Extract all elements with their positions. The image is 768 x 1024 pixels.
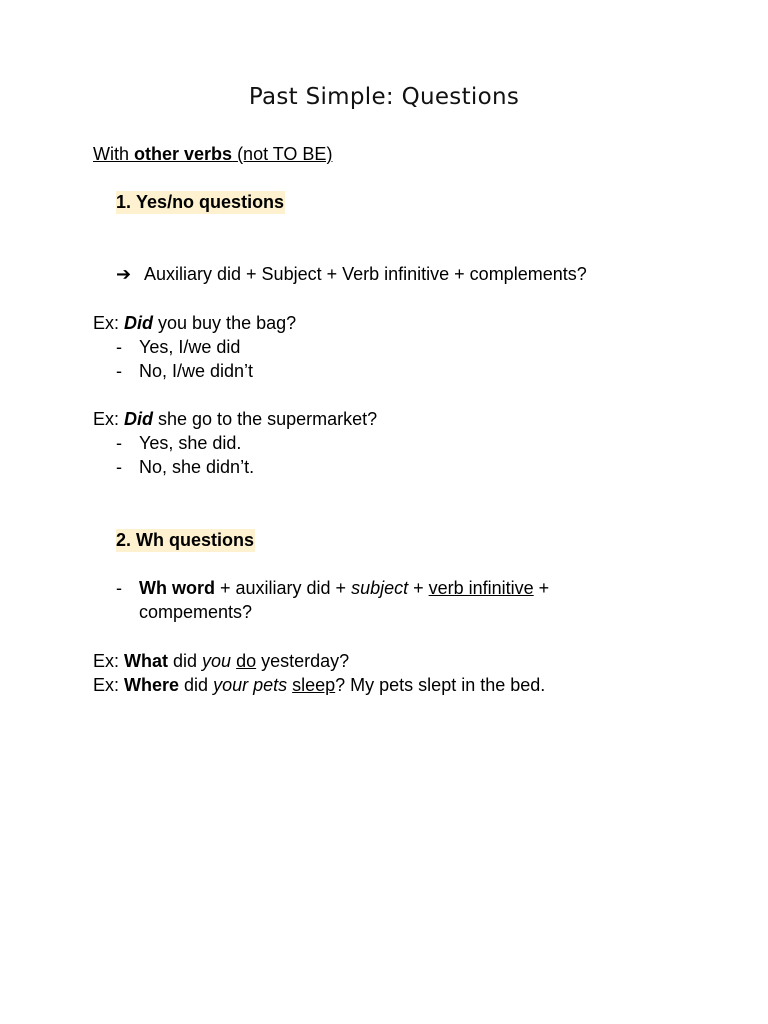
- example3-prefix: Ex:: [93, 651, 125, 671]
- rule-plus-1: +: [408, 578, 429, 598]
- arrow-right-icon: ➔: [116, 264, 132, 285]
- dash-bullet: -: [116, 457, 122, 477]
- section2-number: 2.: [116, 530, 132, 550]
- example4-wh: Where: [124, 675, 180, 695]
- example3-rest: yesterday?: [256, 651, 350, 671]
- example1-line: [93, 311, 296, 335]
- section2-rule-line2: compements?: [139, 602, 253, 622]
- example3-line: [93, 649, 349, 673]
- example1-answer-1: [116, 335, 240, 359]
- intro-line: [93, 142, 332, 166]
- example4-did: did: [179, 675, 214, 695]
- dash-bullet: -: [116, 361, 122, 381]
- example4-subject: your pets: [213, 675, 288, 695]
- example3-subject: you: [202, 651, 232, 671]
- example2-answer-2: [116, 455, 254, 479]
- dash-bullet: -: [116, 578, 122, 598]
- example2-prefix: Ex:: [93, 409, 125, 429]
- example4-verb: sleep: [292, 675, 336, 695]
- example2-answer-1: [116, 431, 241, 455]
- section1-heading: [116, 190, 285, 214]
- example1-aux: Did: [124, 313, 154, 333]
- example3-verb: do: [236, 651, 257, 671]
- intro-with: With: [93, 144, 135, 164]
- example1-answer-2: [116, 359, 253, 383]
- example1-rest: you buy the bag?: [153, 313, 297, 333]
- rule-wh-word: Wh word: [139, 578, 215, 598]
- example1-prefix: Ex:: [93, 313, 125, 333]
- section2-title: Wh questions: [136, 530, 255, 550]
- section1-title: Yes/no questions: [136, 192, 285, 212]
- answer-text: No, she didn’t.: [139, 457, 255, 477]
- answer-text: Yes, she did.: [139, 433, 242, 453]
- dash-bullet: -: [116, 337, 122, 357]
- example4-prefix: Ex:: [93, 675, 125, 695]
- example2-aux: Did: [124, 409, 154, 429]
- example2-line: [93, 407, 377, 431]
- example3-wh: What: [124, 651, 169, 671]
- rule-verb: verb infinitive: [428, 578, 534, 598]
- section1-rule-text: Auxiliary did + Subject + Verb infinitive + complements?: [144, 264, 587, 284]
- answer-text: No, I/we didn’t: [139, 361, 254, 381]
- example3-did: did: [168, 651, 203, 671]
- dash-bullet: -: [116, 433, 122, 453]
- section2-rule-line1: [116, 576, 549, 600]
- rule-plus-aux: + auxiliary did +: [214, 578, 352, 598]
- example4-rest: ? My pets slept in the bed.: [335, 675, 546, 695]
- section2-heading: [116, 528, 255, 552]
- rule-subject: subject: [351, 578, 409, 598]
- example4-line: [93, 673, 545, 697]
- answer-text: Yes, I/we did: [139, 337, 241, 357]
- example2-rest: she go to the supermarket?: [153, 409, 378, 429]
- section1-number: 1.: [116, 192, 132, 212]
- page-title: Past Simple: Questions: [248, 84, 520, 110]
- intro-other-verbs: other verbs: [134, 144, 233, 164]
- intro-not-to-be: (not TO BE): [232, 144, 333, 164]
- section1-rule: [116, 262, 587, 287]
- rule-plus-2: +: [533, 578, 550, 598]
